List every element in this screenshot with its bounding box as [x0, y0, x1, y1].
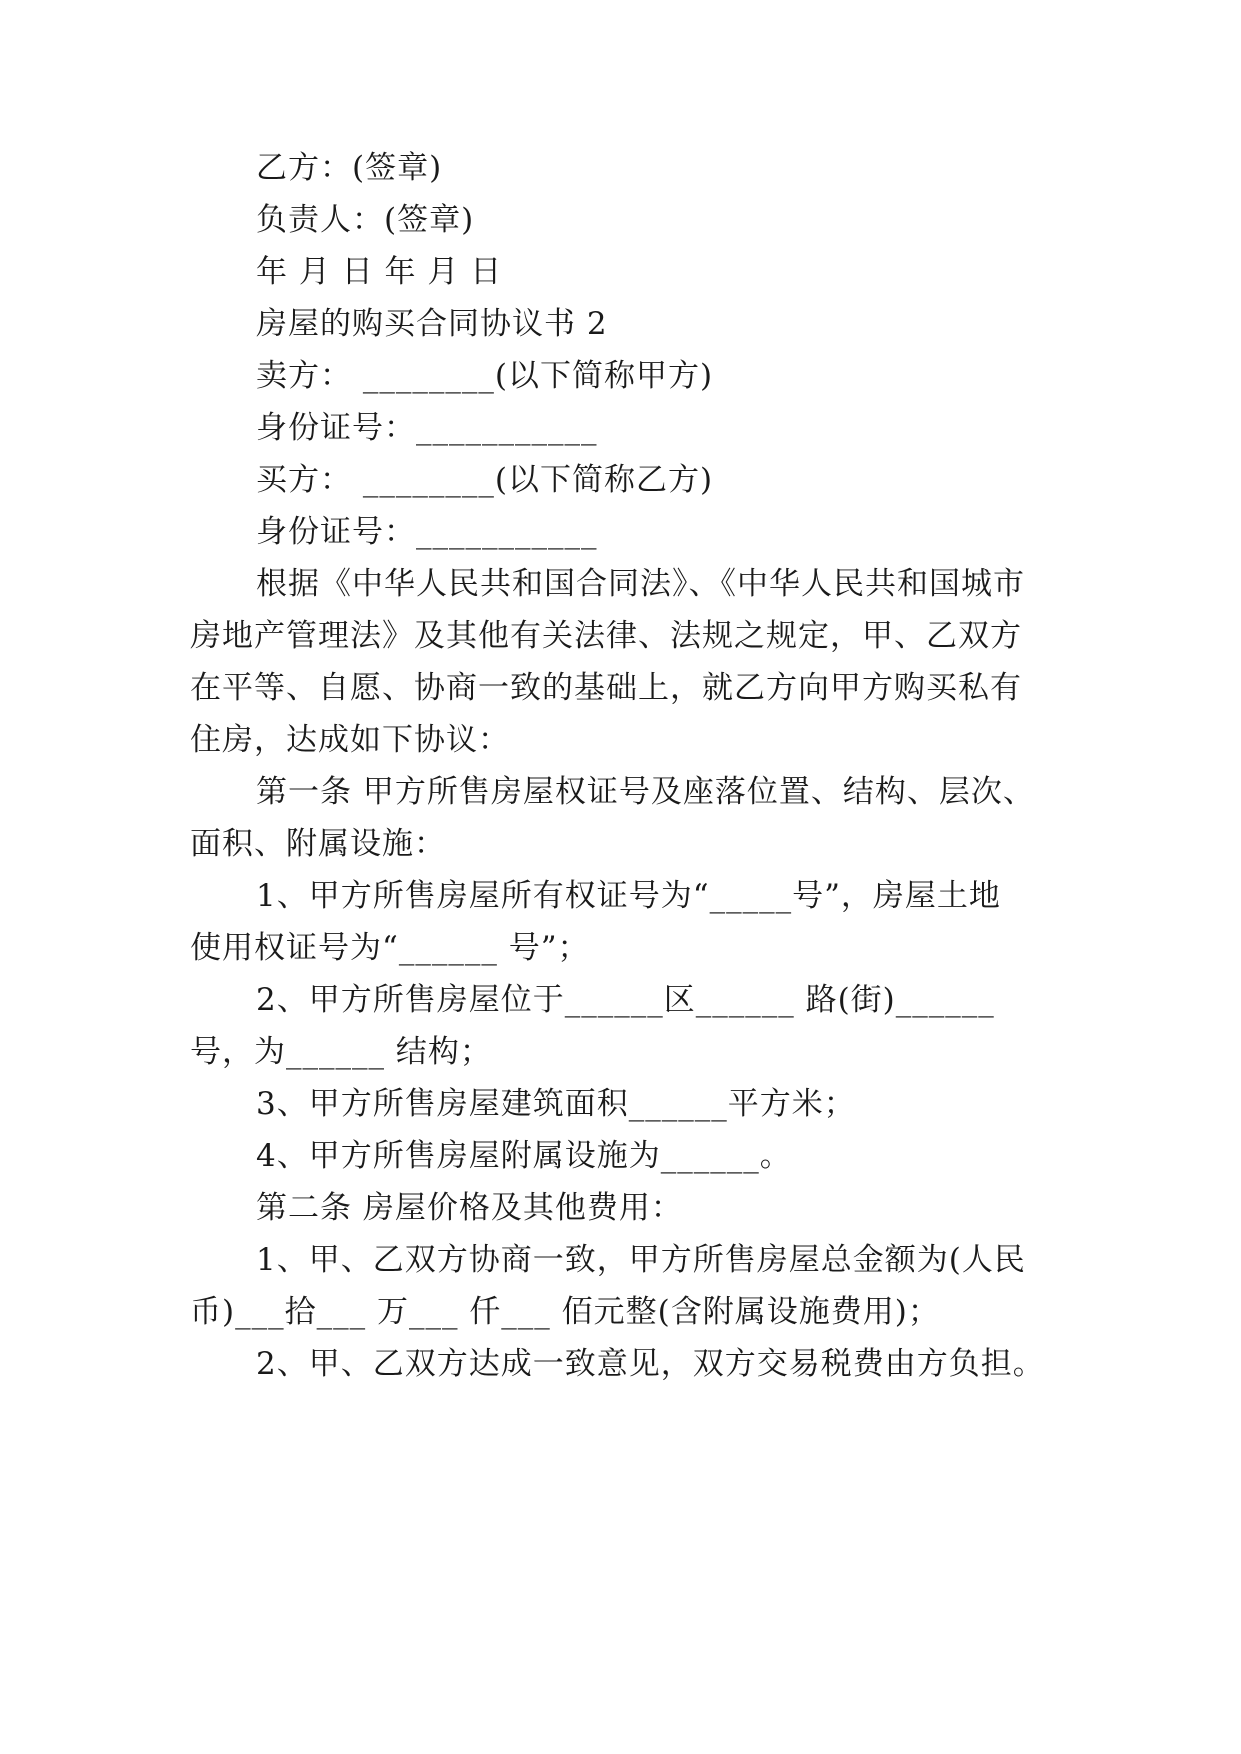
paragraph-line: 根据《中华人民共和国合同法》、《中华人民共和国城市 — [256, 566, 1025, 602]
party-b-signature-line: 乙方：(签章) — [256, 150, 443, 186]
clause-line: 4、甲方所售房屋附属设施为______。 — [256, 1138, 792, 1174]
article-two-heading: 第二条 房屋价格及其他费用： — [256, 1190, 683, 1226]
buyer-id-line: 身份证号：___________ — [256, 514, 598, 550]
clause-line: 1、甲、乙双方协商一致，甲方所售房屋总金额为(人民 — [256, 1242, 1026, 1278]
paragraph-line: 在平等、自愿、协商一致的基础上，就乙方向甲方购买私有 — [190, 670, 1022, 706]
clause-line: 号，为______ 结构； — [190, 1034, 492, 1070]
seller-id-line: 身份证号：___________ — [256, 410, 598, 446]
responsible-person-signature-line: 负责人：(签章) — [256, 202, 475, 238]
clause-line: 3、甲方所售房屋建筑面积______平方米； — [256, 1086, 856, 1122]
clause-line: 1、甲方所售房屋所有权证号为“_____号”，房屋土地 — [256, 878, 1001, 914]
paragraph-line: 房地产管理法》及其他有关法律、法规之规定，甲、乙双方 — [190, 618, 1022, 654]
date-line: 年 月 日 年 月 日 — [256, 254, 503, 290]
clause-line: 2、甲、乙双方达成一致意见，双方交易税费由方负担。 — [256, 1346, 1045, 1382]
clause-line: 使用权证号为“______ 号”； — [190, 930, 590, 966]
article-one-heading: 第一条 甲方所售房屋权证号及座落位置、结构、层次、 — [256, 774, 1035, 810]
seller-line: 卖方： ________(以下简称甲方) — [256, 358, 714, 394]
paragraph-line: 住房，达成如下协议： — [190, 722, 510, 758]
clause-line: 币)___拾___ 万___ 仟___ 佰元整(含附属设施费用)； — [190, 1294, 940, 1330]
section-title: 房屋的购买合同协议书 2 — [256, 306, 608, 342]
article-one-heading-continued: 面积、附属设施： — [190, 826, 446, 862]
buyer-line: 买方： ________(以下简称乙方) — [256, 462, 714, 498]
clause-line: 2、甲方所售房屋位于______区______ 路(街)______ — [256, 982, 995, 1018]
